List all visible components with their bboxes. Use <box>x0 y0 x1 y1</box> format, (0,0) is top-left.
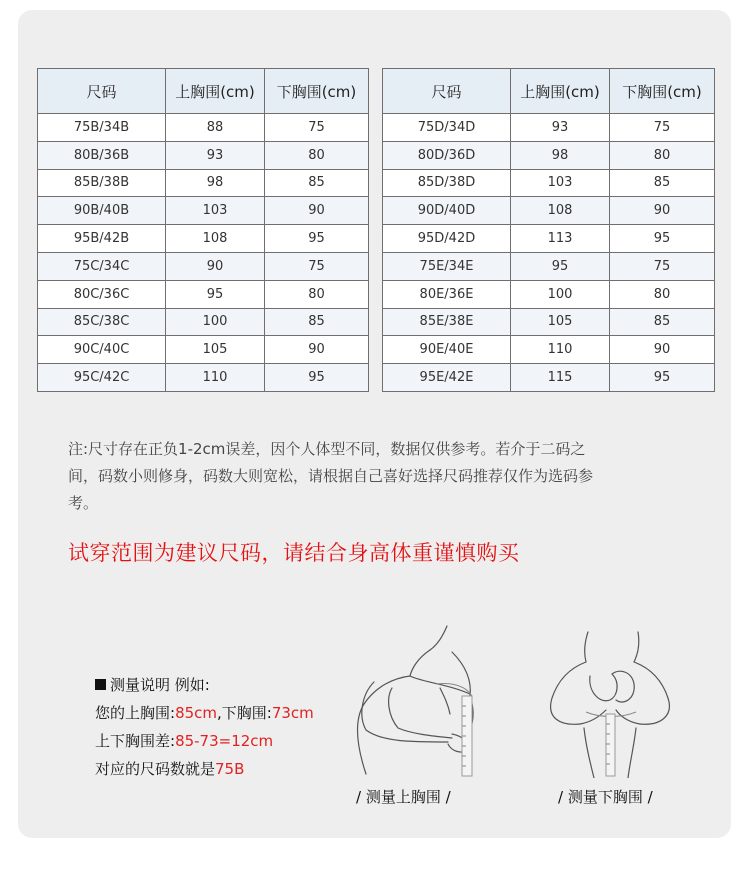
cell-size: 80D/36D <box>383 141 511 169</box>
cell-size: 90E/40E <box>383 336 511 364</box>
cell-upper-bust: 100 <box>166 308 265 336</box>
cell-under-bust: 75 <box>610 114 715 142</box>
cell-size: 75D/34D <box>383 114 511 142</box>
table-row <box>383 364 715 392</box>
measure-title-row <box>95 671 314 699</box>
header-under-bust: 下胸围(cm) <box>610 69 715 114</box>
upper-value: 85cm <box>175 704 218 722</box>
table-row <box>38 252 369 280</box>
header-upper-bust: 上胸围(cm) <box>166 69 265 114</box>
table-row <box>383 280 715 308</box>
cell-upper-bust: 115 <box>511 364 610 392</box>
table-row <box>383 252 715 280</box>
size-table-left <box>37 68 369 392</box>
cell-under-bust: 95 <box>610 364 715 392</box>
header-under-bust: 下胸围(cm) <box>265 69 369 114</box>
cell-size: 80B/36B <box>38 141 166 169</box>
table-row <box>38 280 369 308</box>
cell-upper-bust: 103 <box>511 169 610 197</box>
table-row <box>38 225 369 253</box>
cell-under-bust: 90 <box>610 197 715 225</box>
cell-upper-bust: 105 <box>166 336 265 364</box>
cell-under-bust: 80 <box>610 280 715 308</box>
table-row <box>383 225 715 253</box>
cell-under-bust: 85 <box>610 308 715 336</box>
cell-size: 95D/42D <box>383 225 511 253</box>
table-row <box>383 169 715 197</box>
cell-size: 90B/40B <box>38 197 166 225</box>
cell-upper-bust: 108 <box>166 225 265 253</box>
diff-value: 85-73=12cm <box>175 732 274 750</box>
cell-under-bust: 95 <box>265 225 369 253</box>
cell-under-bust: 90 <box>265 336 369 364</box>
cell-size: 75E/34E <box>383 252 511 280</box>
cell-under-bust: 75 <box>265 252 369 280</box>
cell-size: 85B/38B <box>38 169 166 197</box>
table-row <box>38 364 369 392</box>
measurement-example <box>95 671 314 783</box>
size-table-right <box>382 68 715 392</box>
table-row <box>38 336 369 364</box>
table-row <box>383 197 715 225</box>
cell-size: 75B/34B <box>38 114 166 142</box>
cell-upper-bust: 110 <box>166 364 265 392</box>
cell-upper-bust: 98 <box>166 169 265 197</box>
size-note: 注:尺寸存在正负1-2cm误差，因个人体型不同，数据仅供参考。若介于二码之间，码数小则修身，码数大则宽松，请根据自己喜好选择尺码推荐仅作为选码参考。 <box>68 440 594 512</box>
table-row <box>38 308 369 336</box>
table-row <box>383 114 715 142</box>
cell-size: 85D/38D <box>383 169 511 197</box>
cell-size: 90D/40D <box>383 197 511 225</box>
table-row <box>38 197 369 225</box>
cell-under-bust: 80 <box>265 280 369 308</box>
cell-under-bust: 90 <box>610 336 715 364</box>
cell-upper-bust: 90 <box>166 252 265 280</box>
cell-size: 80E/36E <box>383 280 511 308</box>
result-label: 对应的尺码数就是 <box>95 760 216 778</box>
table-row <box>383 336 715 364</box>
header-size: 尺码 <box>383 69 511 114</box>
cell-size: 95E/42E <box>383 364 511 392</box>
under-bust-illustration-icon <box>540 628 680 778</box>
cell-upper-bust: 110 <box>511 336 610 364</box>
table-row <box>383 141 715 169</box>
cell-size: 85E/38E <box>383 308 511 336</box>
diff-label: 上下胸围差: <box>95 732 176 750</box>
lower-label: ,下胸围: <box>217 704 272 722</box>
cell-upper-bust: 105 <box>511 308 610 336</box>
measure-line-2 <box>95 727 314 755</box>
result-value: 75B <box>215 760 245 778</box>
table-header-row <box>383 69 715 114</box>
measure-title: 测量说明 例如: <box>110 676 210 694</box>
caption-under-bust: / 测量下胸围 / <box>558 788 653 806</box>
cell-upper-bust: 108 <box>511 197 610 225</box>
measure-line-3 <box>95 755 314 783</box>
cell-under-bust: 80 <box>610 141 715 169</box>
cell-under-bust: 95 <box>610 225 715 253</box>
cell-upper-bust: 93 <box>166 141 265 169</box>
upper-bust-illustration-icon <box>352 624 492 779</box>
lower-value: 73cm <box>271 704 314 722</box>
cell-upper-bust: 93 <box>511 114 610 142</box>
cell-upper-bust: 98 <box>511 141 610 169</box>
cell-under-bust: 80 <box>265 141 369 169</box>
cell-under-bust: 85 <box>265 308 369 336</box>
cell-upper-bust: 113 <box>511 225 610 253</box>
header-upper-bust: 上胸围(cm) <box>511 69 610 114</box>
header-size: 尺码 <box>38 69 166 114</box>
cell-size: 95B/42B <box>38 225 166 253</box>
cell-under-bust: 85 <box>265 169 369 197</box>
table-row <box>38 169 369 197</box>
cell-size: 85C/38C <box>38 308 166 336</box>
table-row <box>38 114 369 142</box>
cell-size: 75C/34C <box>38 252 166 280</box>
cell-under-bust: 90 <box>265 197 369 225</box>
cell-size: 95C/42C <box>38 364 166 392</box>
table-header-row <box>38 69 369 114</box>
caption-upper-bust: / 测量上胸围 / <box>356 788 451 806</box>
measure-line-1 <box>95 699 314 727</box>
square-bullet-icon <box>95 679 106 690</box>
upper-label: 您的上胸围: <box>95 704 176 722</box>
cell-under-bust: 85 <box>610 169 715 197</box>
cell-upper-bust: 95 <box>511 252 610 280</box>
cell-size: 80C/36C <box>38 280 166 308</box>
cell-size: 90C/40C <box>38 336 166 364</box>
cell-under-bust: 75 <box>610 252 715 280</box>
table-row <box>383 308 715 336</box>
cell-upper-bust: 88 <box>166 114 265 142</box>
table-row <box>38 141 369 169</box>
cell-upper-bust: 100 <box>511 280 610 308</box>
cell-upper-bust: 95 <box>166 280 265 308</box>
fit-warning: 试穿范围为建议尺码，请结合身高体重谨慎购买 <box>68 541 520 565</box>
cell-under-bust: 75 <box>265 114 369 142</box>
cell-upper-bust: 103 <box>166 197 265 225</box>
cell-under-bust: 95 <box>265 364 369 392</box>
